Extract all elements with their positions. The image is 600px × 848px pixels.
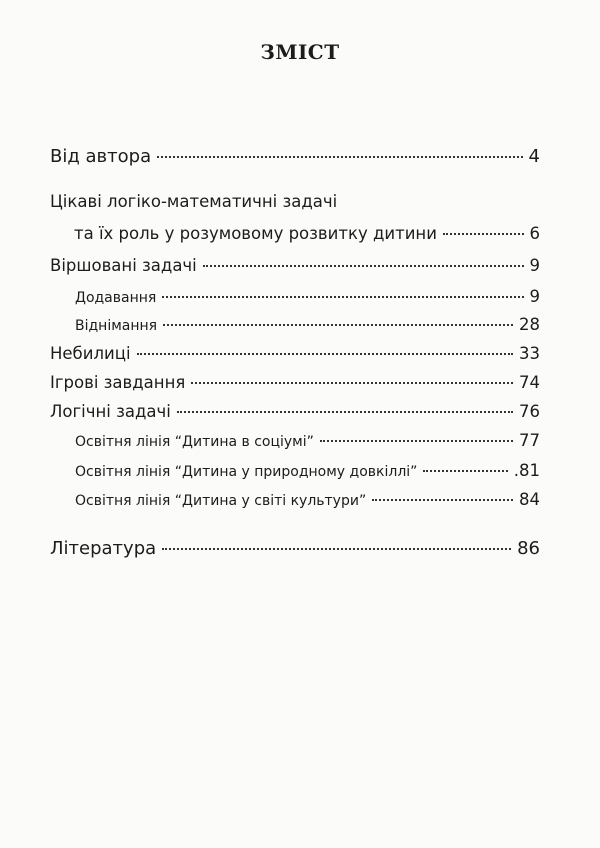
toc-page-number: 9 (529, 256, 540, 275)
toc-entry-label: Від автора (50, 146, 152, 167)
dot-leader (162, 548, 511, 550)
toc-entry-logic-math-tasks-line2[interactable] (74, 224, 540, 243)
dot-leader (162, 296, 523, 298)
toc-page-number: 9 (529, 287, 540, 306)
dot-leader (137, 353, 513, 355)
toc-entry-label: та їх роль у розумовому розвитку дитини (74, 224, 437, 243)
toc-page-number: 28 (519, 315, 540, 334)
dot-leader (177, 411, 513, 413)
toc-entry-verse-tasks[interactable] (50, 256, 540, 275)
toc-entry-label: Небилиці (50, 344, 131, 363)
toc-page-number: 33 (519, 344, 540, 363)
toc-entry-line-child-in-society[interactable] (75, 431, 540, 450)
toc-entry-line-child-in-culture[interactable] (75, 490, 540, 509)
toc-entry-label: Освітня лінія “Дитина у природному довкіллі” (75, 464, 418, 480)
toc-page-number: .81 (513, 461, 540, 480)
toc-entry-logic-math-tasks-line1[interactable] (50, 192, 337, 211)
dot-leader (163, 324, 513, 326)
toc-entry-label: Віршовані задачі (50, 256, 197, 275)
toc-entry-addition[interactable] (75, 287, 540, 306)
toc-page-number: 84 (519, 490, 540, 509)
toc-entry-line-child-in-nature[interactable] (75, 461, 540, 480)
toc-page-number: 77 (519, 431, 540, 450)
toc-entry-label: Ігрові завдання (50, 373, 186, 392)
toc-entry-label: Додавання (75, 290, 157, 306)
toc-page-number: 6 (529, 224, 540, 243)
toc-page-number: 4 (528, 146, 540, 167)
toc-entry-label: Логічні задачі (50, 402, 171, 421)
dot-leader (191, 382, 513, 384)
toc-page-number: 86 (517, 538, 540, 559)
dot-leader (320, 440, 513, 442)
toc-entry-literature[interactable] (50, 538, 540, 559)
dot-leader (423, 470, 507, 472)
toc-page-number: 76 (519, 402, 540, 421)
dot-leader (203, 265, 524, 267)
toc-entry-logic-tasks[interactable] (50, 402, 540, 421)
toc-entry-game-tasks[interactable] (50, 373, 540, 392)
toc-entry-label: Цікаві логіко-математичні задачі (50, 192, 338, 211)
dot-leader (372, 499, 513, 501)
toc-entry-tall-tales[interactable] (50, 344, 540, 363)
toc-entry-from-author[interactable] (50, 146, 540, 167)
toc-entry-label: Віднімання (75, 318, 158, 334)
dot-leader (157, 156, 522, 158)
toc-entry-label: Освітня лінія “Дитина в соціумі” (75, 434, 314, 450)
toc-page-number: 74 (519, 373, 540, 392)
toc-entry-label: Освітня лінія “Дитина у світі культури” (75, 493, 367, 509)
dot-leader (443, 233, 524, 235)
page-title: ЗМІСТ (260, 40, 340, 64)
toc-entry-label: Література (50, 538, 157, 559)
toc-entry-subtraction[interactable] (75, 315, 540, 334)
